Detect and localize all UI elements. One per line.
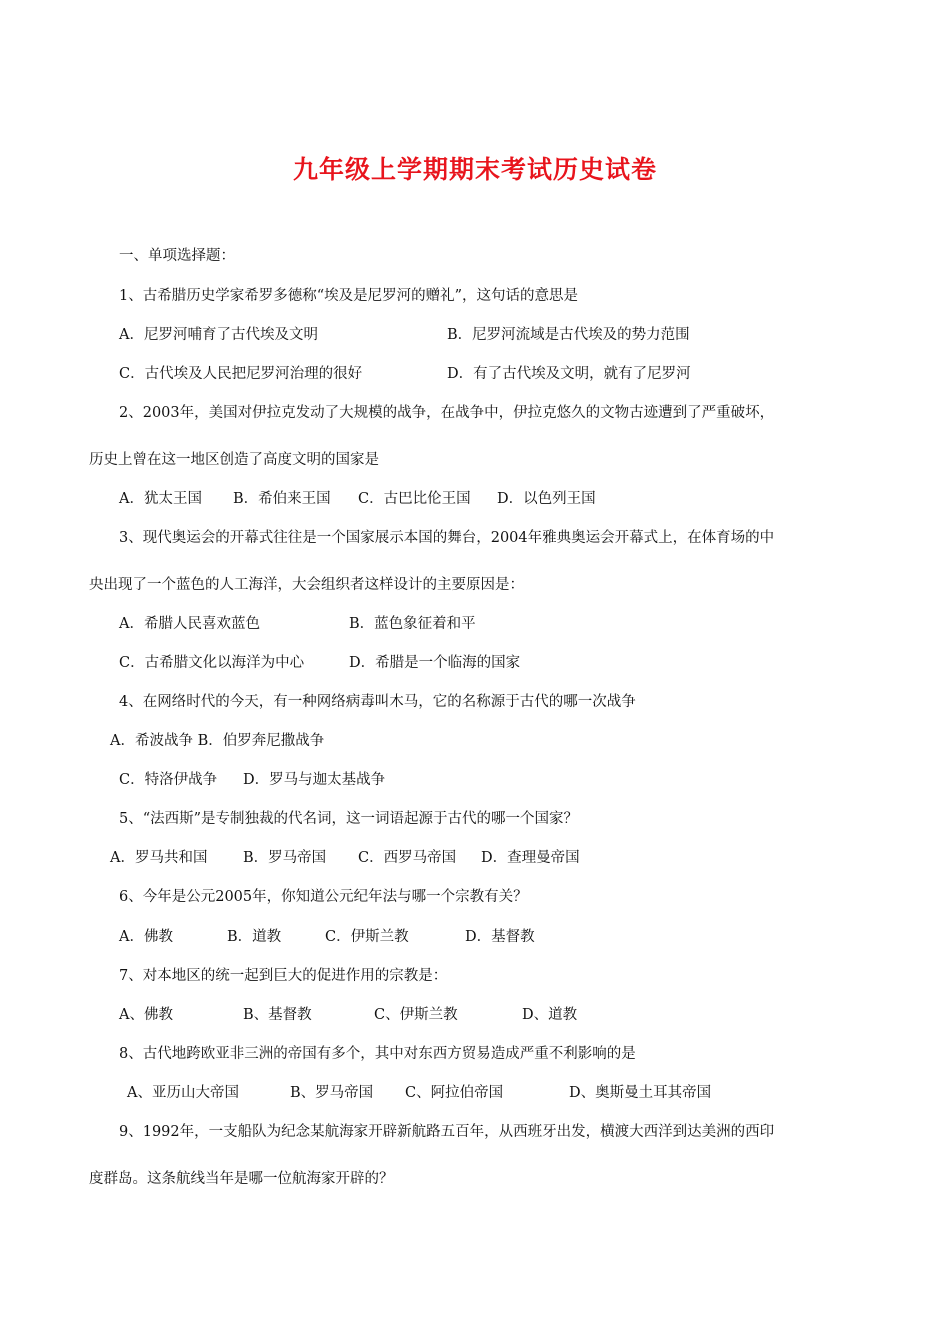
question-6-stem: 6、今年是公元2005年，你知道公元纪年法与哪一个宗教有关？ xyxy=(119,889,528,905)
section-heading: 一、单项选择题： xyxy=(119,248,235,264)
question-1-option-a: A．尼罗河哺育了古代埃及文明 xyxy=(119,327,318,343)
question-3-option-b: B．蓝色象征着和平 xyxy=(349,616,476,632)
question-1-stem: 1、古希腊历史学家希罗多德称“埃及是尼罗河的赠礼”，这句话的意思是 xyxy=(119,288,579,304)
question-4-stem: 4、在网络时代的今天，有一种网络病毒叫木马，它的名称源于古代的哪一次战争 xyxy=(119,694,636,710)
question-4-option-d: D．罗马与迦太基战争 xyxy=(243,772,386,788)
question-4-option-c: C．特洛伊战争 xyxy=(119,772,218,788)
question-8-stem: 8、古代地跨欧亚非三洲的帝国有多个，其中对东西方贸易造成严重不利影响的是 xyxy=(119,1046,636,1062)
question-1-option-c: C．古代埃及人民把尼罗河治理的很好 xyxy=(119,366,363,382)
question-2-option-d: D．以色列王国 xyxy=(497,491,596,507)
question-3-stem-line-1: 3、现代奥运会的开幕式往往是一个国家展示本国的舞台，2004年雅典奥运会开幕式上，在体育场的中 xyxy=(119,530,775,546)
question-6-option-b: B．道教 xyxy=(227,929,282,945)
question-5-stem: 5、“法西斯”是专制独裁的代名词，这一词语起源于古代的哪一个国家？ xyxy=(119,811,579,827)
question-2-option-b: B．希伯来王国 xyxy=(233,491,331,507)
question-6-option-d: D．基督教 xyxy=(465,929,535,945)
question-7-option-b: B、基督教 xyxy=(243,1007,312,1023)
question-5-option-a: A．罗马共和国 xyxy=(110,850,208,866)
question-9-stem-line-1: 9、1992年，一支船队为纪念某航海家开辟新航路五百年，从西班牙出发，横渡大西洋到达美洲的西印 xyxy=(119,1124,775,1140)
question-5-option-d: D．查理曼帝国 xyxy=(481,850,580,866)
question-3-option-c: C．古希腊文化以海洋为中心 xyxy=(119,655,305,671)
question-2-stem-line-2: 历史上曾在这一地区创造了高度文明的国家是 xyxy=(89,452,379,468)
question-8-option-b: B、罗马帝国 xyxy=(290,1085,374,1101)
question-8-option-a: A、亚历山大帝国 xyxy=(127,1085,239,1101)
question-7-option-d: D、道教 xyxy=(522,1007,578,1023)
question-2-stem-line-1: 2、2003年，美国对伊拉克发动了大规模的战争，在战争中，伊拉克悠久的文物古迹遭到了严重破坏， xyxy=(119,405,775,421)
question-7-option-a: A、佛教 xyxy=(119,1007,173,1023)
question-3-option-a: A．希腊人民喜欢蓝色 xyxy=(119,616,260,632)
question-2-option-a: A．犹太王国 xyxy=(119,491,202,507)
question-8-option-c: C、阿拉伯帝国 xyxy=(405,1085,504,1101)
question-9-stem-line-2: 度群岛。这条航线当年是哪一位航海家开辟的？ xyxy=(89,1171,394,1187)
question-2-option-c: C．古巴比伦王国 xyxy=(358,491,471,507)
question-6-option-c: C．伊斯兰教 xyxy=(325,929,409,945)
question-5-option-c: C．西罗马帝国 xyxy=(358,850,457,866)
question-5-option-b: B．罗马帝国 xyxy=(243,850,327,866)
question-3-option-d: D．希腊是一个临海的国家 xyxy=(349,655,521,671)
question-1-option-d: D．有了古代埃及文明，就有了尼罗河 xyxy=(447,366,691,382)
question-8-option-d: D、奥斯曼土耳其帝国 xyxy=(569,1085,712,1101)
question-7-option-c: C、伊斯兰教 xyxy=(374,1007,458,1023)
question-7-stem: 7、对本地区的统一起到巨大的促进作用的宗教是： xyxy=(119,968,448,984)
question-3-stem-line-2: 央出现了一个蓝色的人工海洋，大会组织者这样设计的主要原因是： xyxy=(89,577,524,593)
question-4-option-ab: A．希波战争 B．伯罗奔尼撒战争 xyxy=(110,733,325,749)
question-1-option-b: B．尼罗河流域是古代埃及的势力范围 xyxy=(447,327,690,343)
page-title: 九年级上学期期末考试历史试卷 xyxy=(292,155,657,184)
question-6-option-a: A．佛教 xyxy=(119,929,173,945)
